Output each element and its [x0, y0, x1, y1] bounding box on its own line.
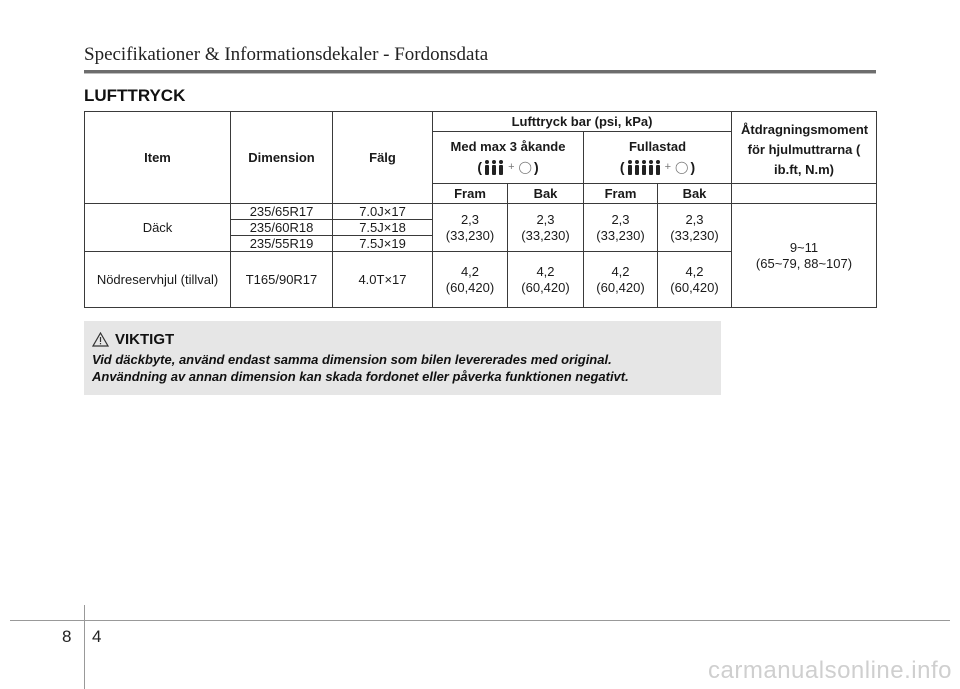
tire-rim-19: 7.5J×19 [333, 236, 433, 252]
spare-full-front: 4,2 (60,420) [584, 252, 658, 308]
spare-max3-rear: 4,2 (60,420) [508, 252, 584, 308]
page-number: 4 [92, 627, 102, 646]
spare-rim: 4.0T×17 [333, 252, 433, 308]
tire-rim-17: 7.0J×17 [333, 204, 433, 220]
header-max3 [433, 132, 584, 184]
tire-full-front: 2,3 (33,230) [584, 204, 658, 252]
tire-pressure-table [84, 111, 877, 308]
luggage-icon: ◯ [518, 160, 532, 174]
tire-dimension-18: 235/60R18 [231, 220, 333, 236]
person-icon [491, 160, 497, 175]
tire-max3-rear: 2,3 (33,230) [508, 204, 584, 252]
occupancy-max3: ( + ◯ ) [477, 159, 539, 175]
header-torque [732, 112, 877, 184]
page-header-title: Specifikationer & Informationsdekaler - Fordonsdata [84, 44, 489, 65]
spare-full-rear: 4,2 (60,420) [658, 252, 732, 308]
luggage-icon: ◯ [675, 160, 689, 174]
header-item: Item [85, 112, 231, 204]
notice-title: VIKTIGT [115, 331, 175, 348]
header-rim: Fälg [333, 112, 433, 204]
person-icon [634, 160, 640, 175]
tire-dimension-17: 235/65R17 [231, 204, 333, 220]
person-icon [627, 160, 633, 175]
header-full-rear: Bak [658, 184, 732, 204]
important-notice [84, 321, 721, 395]
chapter-number: 8 [62, 627, 72, 646]
spare-max3-front: 4,2 (60,420) [433, 252, 508, 308]
footer-rule [10, 620, 950, 621]
header-pressure-group: Lufttryck bar (psi, kPa) [433, 112, 732, 132]
tire-full-rear: 2,3 (33,230) [658, 204, 732, 252]
tire-label: Däck [85, 204, 231, 252]
person-icon [655, 160, 661, 175]
header-full-label: Fullastad [628, 139, 687, 154]
footer-vertical-rule [84, 605, 85, 689]
notice-line-1: Vid däckbyte, använd endast samma dimension som bilen levererades med original. [92, 352, 612, 367]
header-full [584, 132, 732, 184]
header-rule-light [84, 73, 876, 74]
header-dimension: Dimension [231, 112, 333, 204]
person-icon-group [484, 160, 504, 175]
tire-dimension-19: 235/55R19 [231, 236, 333, 252]
occupancy-full: ( + ◯ ) [619, 159, 696, 175]
warning-triangle-icon [92, 332, 109, 347]
plus-icon: + [508, 161, 515, 173]
person-icon [498, 160, 504, 175]
header-torque-text: Åtdragningsmoment för hjulmuttrarna ( ib.ft, N.m) [741, 121, 869, 177]
header-max3-front: Fram [433, 184, 508, 204]
notice-head [92, 331, 174, 348]
plus-icon: + [664, 161, 671, 173]
tire-rim-18: 7.5J×18 [333, 220, 433, 236]
spare-label: Nödreservhjul (tillval) [85, 252, 231, 308]
spare-dimension: T165/90R17 [231, 252, 333, 308]
person-icon [641, 160, 647, 175]
watermark: carmanualsonline.info [708, 657, 952, 684]
person-icon-group [627, 160, 661, 175]
tire-max3-front: 2,3 (33,230) [433, 204, 508, 252]
torque-header-spacer [732, 184, 877, 204]
section-title: LUFTTRYCK [84, 86, 186, 105]
torque-value: 9~11 (65~79, 88~107) [732, 204, 877, 308]
header-full-front: Fram [584, 184, 658, 204]
header-max3-rear: Bak [508, 184, 584, 204]
notice-line-2: Användning av annan dimension kan skada fordonet eller påverka funktionen negativt. [92, 369, 629, 384]
person-icon [484, 160, 490, 175]
header-max3-label: Med max 3 åkande [450, 139, 566, 154]
person-icon [648, 160, 654, 175]
